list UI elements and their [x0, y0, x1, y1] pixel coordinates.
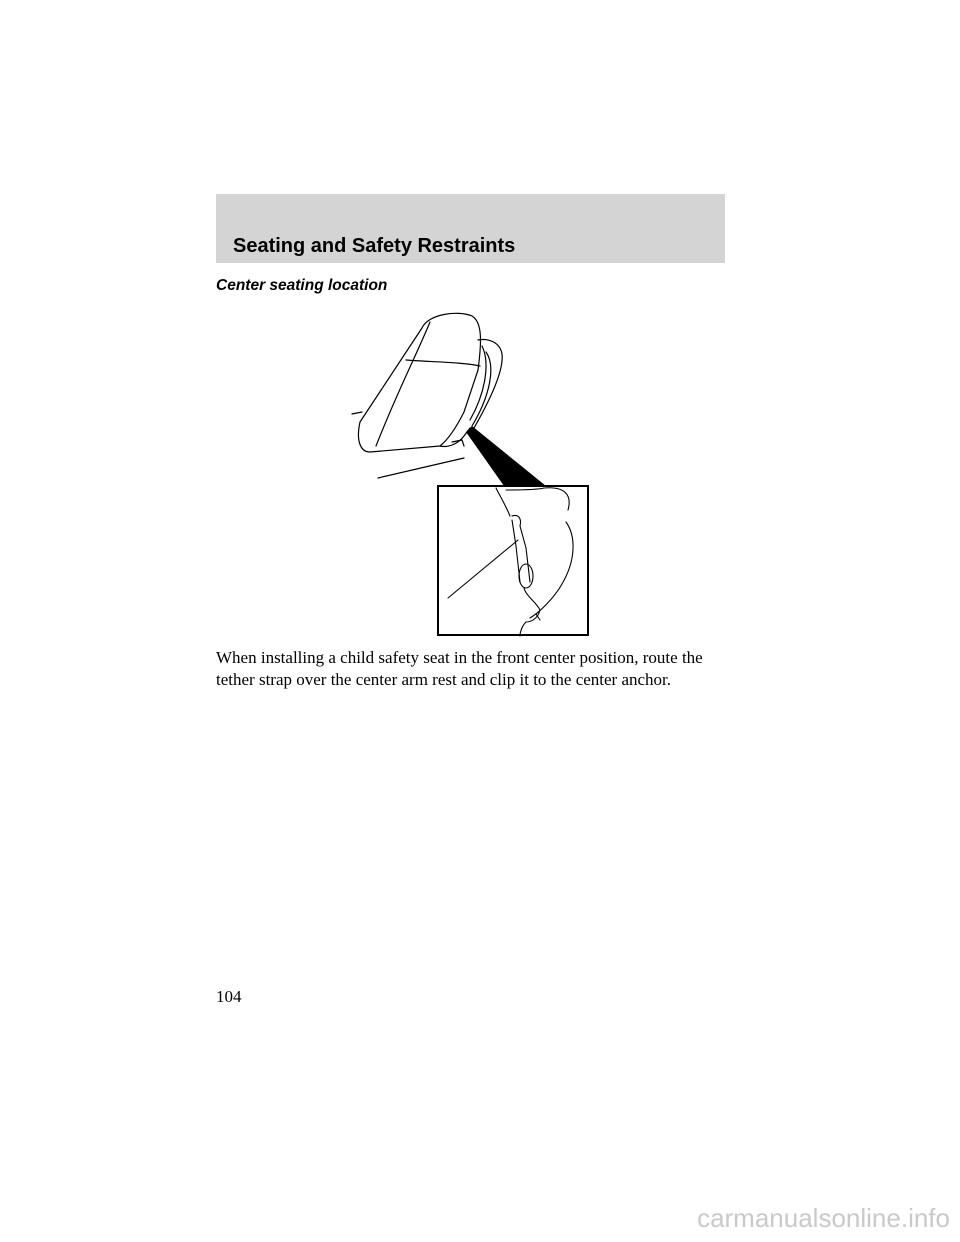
detail-inset-frame [438, 486, 588, 635]
zoom-callout-wedge [466, 426, 546, 486]
section-header-band [216, 194, 725, 263]
page-number: 104 [216, 987, 242, 1006]
instruction-paragraph: When installing a child safety seat in the front center position, route the tether strap over the center arm rest and clip it to the center anchor. [216, 648, 703, 689]
section-title: Seating and Safety Restraints [233, 235, 516, 257]
site-watermark: carmanualsonline.info [697, 1203, 950, 1233]
seat-tether-illustration [340, 300, 600, 640]
subsection-heading: Center seating location [216, 277, 388, 294]
seat-drawing [352, 313, 502, 478]
